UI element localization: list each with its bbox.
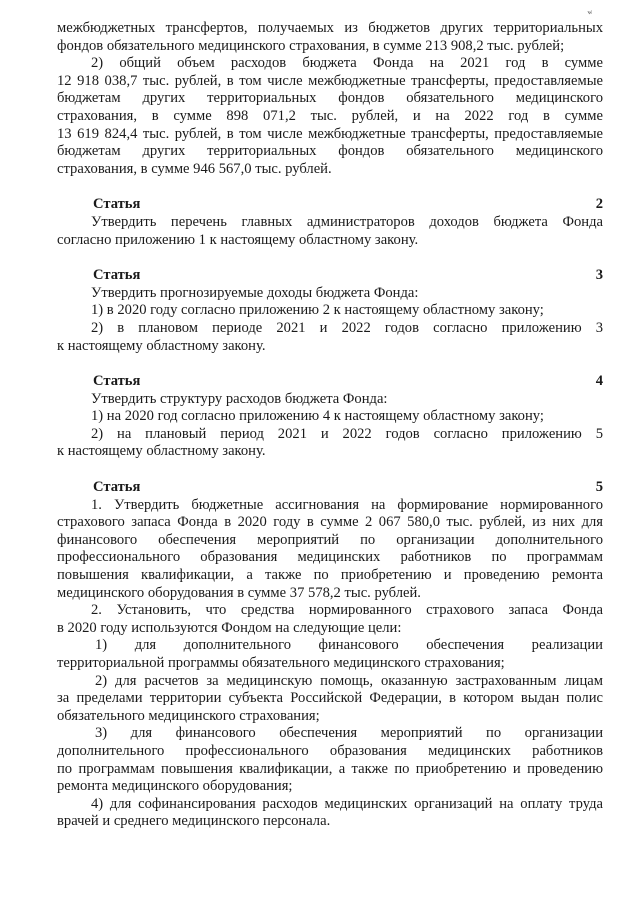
text-line: дополнительного профессионального образования медицинских работников (57, 742, 603, 759)
text-line: Утвердить прогнозируемые доходы бюджета Фонда: (91, 284, 419, 301)
text-line: Утвердить перечень главных администраторов доходов бюджета Фонда (91, 213, 603, 230)
text-line: согласно приложению 1 к настоящему областному закону. (57, 231, 419, 248)
text-line: 2) для расчетов за медицинскую помощь, оказанную застрахованным лицам (95, 672, 603, 689)
text-line: 2. Установить, что средства нормированного страхового запаса Фонда (91, 602, 603, 619)
text-line: фондов обязательного медицинского страхования, в сумме 213 908,2 тыс. рублей; (57, 37, 565, 54)
text-line: бюджетам других территориальных фондов обязательного медицинского (57, 143, 603, 160)
page-corner-mark: ʷ (586, 7, 594, 21)
text-line: финансового обеспечения мероприятий по организации дополнительного (57, 531, 603, 548)
text-line: медицинского оборудования в сумме 37 578,2 тыс. рублей. (57, 584, 421, 601)
text-line: 13 619 824,4 тыс. рублей, в том числе межбюджетные трансферты, предоставляемые (57, 125, 603, 142)
text-line: в 2020 году используются Фондом на следующие цели: (57, 619, 402, 636)
text-line: врачей и среднего медицинского персонала. (57, 813, 331, 830)
text-line: Утвердить структуру расходов бюджета Фонда: (91, 390, 388, 407)
text-line: повышения квалификации, а также по приобретению и проведению ремонта (57, 567, 603, 584)
article-heading: Статья 2 (93, 196, 603, 213)
text-line: 2) общий объем расходов бюджета Фонда на 2021 год в сумме (91, 55, 603, 72)
text-line: бюджетам других территориальных фондов обязательного медицинского (57, 90, 603, 107)
text-line: к настоящему областному закону. (57, 337, 266, 354)
text-line: профессионального образования медицинских работников по программам (57, 549, 603, 566)
text-line: к настоящему областному закону. (57, 443, 266, 460)
text-line: межбюджетных трансфертов, получаемых из бюджетов других территориальных (57, 20, 603, 36)
text-line: территориальной программы обязательного медицинского страхования; (57, 655, 505, 671)
article-heading: Статья 5 (93, 479, 603, 496)
text-line: 3) для финансового обеспечения мероприятий по организации (95, 725, 603, 742)
text-line: страхования, в сумме 898 071,2 тыс. рублей, и на 2022 год в сумме (57, 107, 603, 124)
text-line: 2) на плановый период 2021 и 2022 годов согласно приложению 5 (91, 425, 603, 442)
text-line: 1) на 2020 год согласно приложению 4 к настоящему областному закону; (91, 408, 544, 425)
text-line: за пределами территории субъекта Российской Федерации, в котором выдан полис (57, 690, 603, 707)
document-body (57, 20, 603, 831)
text-line: 1. Утвердить бюджетные ассигнования на формирование нормированного (91, 496, 603, 513)
article-heading: Статья 4 (93, 373, 603, 390)
text-line: ремонта медицинского оборудования; (57, 778, 293, 795)
text-line: страхования, в сумме 946 567,0 тыс. рублей. (57, 160, 332, 177)
text-line: страхового запаса Фонда в 2020 году в сумме 2 067 580,0 тыс. рублей, из них для (57, 514, 603, 531)
text-line: 4) для софинансирования расходов медицинских организаций на оплату труда (91, 795, 603, 812)
text-line: по программам повышения квалификации, а также по приобретению и проведению (57, 760, 603, 777)
text-line: 2) в плановом периоде 2021 и 2022 годов согласно приложению 3 (91, 319, 603, 336)
text-line: 1) в 2020 году согласно приложению 2 к настоящему областному закону; (91, 302, 544, 319)
article-heading: Статья 3 (93, 267, 603, 284)
text-line: 1) для дополнительного финансового обеспечения реализации (95, 637, 603, 654)
text-line: 12 918 038,7 тыс. рублей, в том числе межбюджетные трансферты, предоставляемые (57, 72, 603, 89)
text-line: обязательного медицинского страхования; (57, 707, 320, 724)
